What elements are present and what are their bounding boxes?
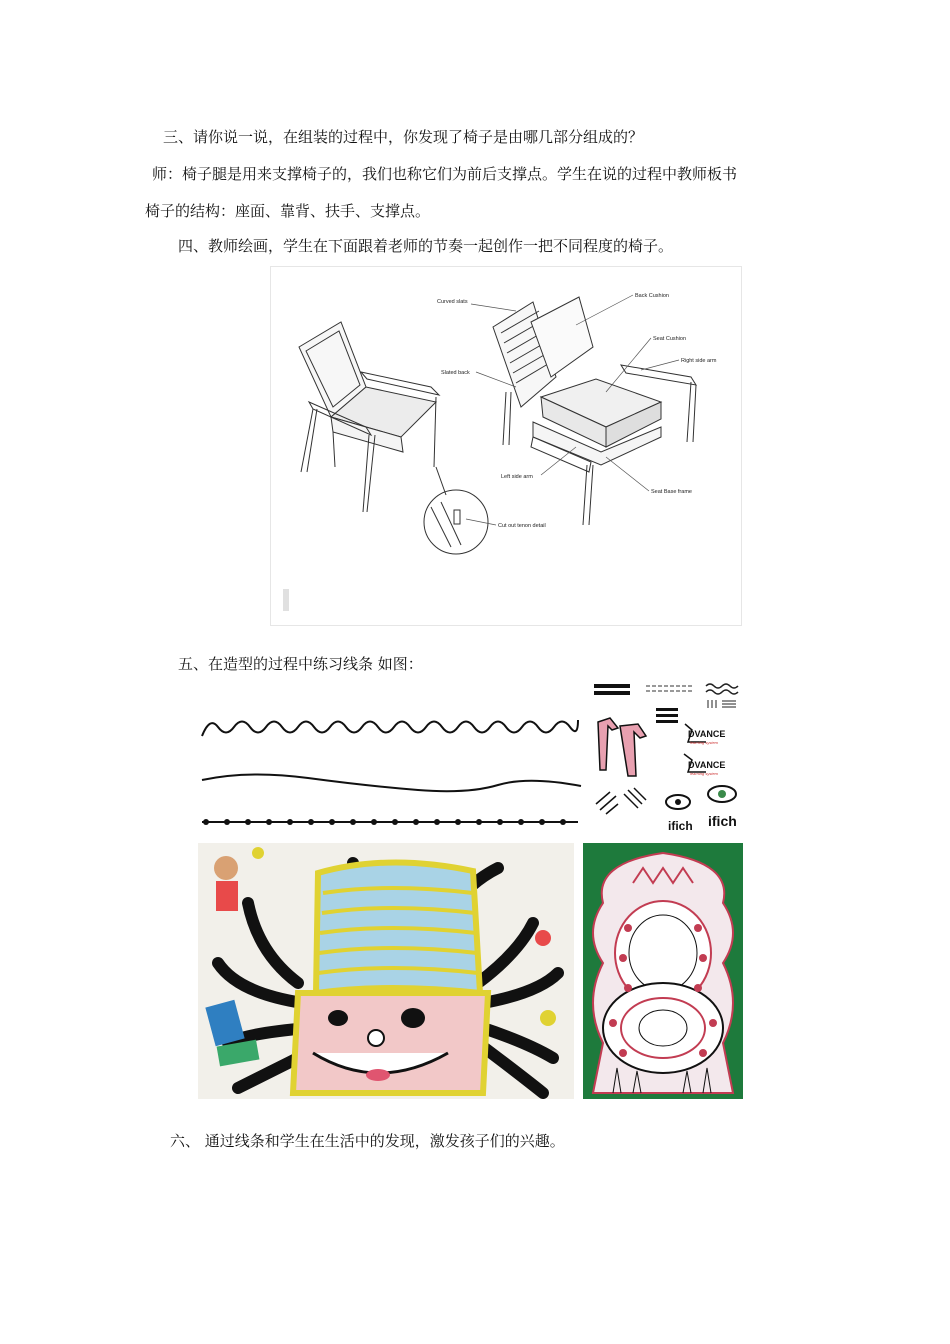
paragraph-teacher: 师：椅子腿是用来支撑椅子的，我们也称它们为前后支撑点。学生在说的过程中教师板书 <box>152 165 738 183</box>
decorative-doodle <box>583 843 743 1099</box>
line-practice-figure <box>198 690 583 830</box>
paragraph-step-4: 四、教师绘画，学生在下面跟着老师的节奏一起创作一把不同程度的椅子。 <box>178 237 674 255</box>
ifich-text-2: ifich <box>708 813 737 829</box>
label-seat-base-frame: Seat Base frame <box>651 489 692 495</box>
label-seat-cushion: Seat Cushion <box>653 336 687 342</box>
label-left-side-arm: Left side arm <box>501 474 533 480</box>
chair-diagram <box>270 266 742 626</box>
label-slated-back: Slated back <box>441 370 470 376</box>
svg-text:learning system: learning system <box>690 771 719 776</box>
assembled-chair <box>299 322 488 554</box>
advance-text-2: DVANCE <box>688 760 726 770</box>
paragraph-chair-structure: 椅子的结构：座面、靠背、扶手、支撑点。 <box>145 202 431 220</box>
label-cut-out-tenon: Cut out tenon detail <box>498 523 546 529</box>
ifich-text-1: ifich <box>668 819 693 832</box>
pattern-sampler <box>590 680 748 832</box>
childrens-drawing <box>198 843 574 1099</box>
paragraph-step-5: 五、在造型的过程中练习线条 如图： <box>178 655 423 673</box>
label-back-cushion: Back Cushion <box>635 293 669 299</box>
wavy-line <box>202 720 578 736</box>
label-right-side-arm: Right side arm <box>681 358 717 364</box>
paragraph-step-6: 六、 通过线条和学生在生活中的发现，激发孩子们的兴趣。 <box>170 1132 565 1150</box>
svg-text:learning system: learning system <box>690 740 719 745</box>
gentle-curve-line <box>202 774 581 791</box>
label-curved-slats: Curved slats <box>437 299 468 305</box>
advance-text-1: DVANCE <box>688 729 726 739</box>
paragraph-step-3: 三、请你说一说，在组装的过程中，你发现了椅子是由哪几部分组成的？ <box>163 128 644 146</box>
